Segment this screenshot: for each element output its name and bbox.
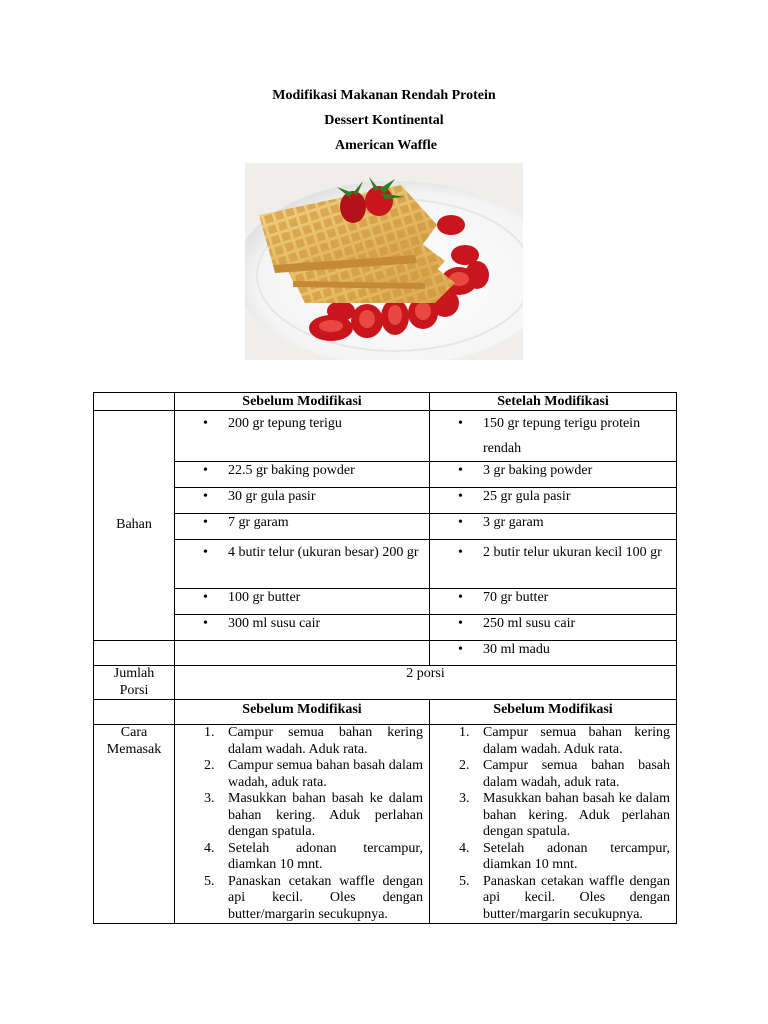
porsi-value: 2 porsi <box>175 666 677 700</box>
list-item <box>459 725 670 758</box>
list-item <box>204 873 423 924</box>
step-text: Panaskan cetakan waffle dengan api kecil. Oles dengan butter/margarin secukupnya. <box>228 873 423 922</box>
step-number: 3. <box>459 791 470 806</box>
table-row <box>94 641 677 666</box>
ingredient-after: • 25 gr gula pasir <box>430 488 677 514</box>
step-number: 1. <box>204 725 215 740</box>
bullet-icon: • <box>203 545 208 560</box>
steps-before <box>175 725 430 924</box>
list-item <box>459 873 670 924</box>
step-text: Setelah adonan tercampur, diamkan 10 mnt. <box>483 840 670 872</box>
ingredient-before-empty <box>175 641 430 666</box>
ingredient-after: • 2 butir telur ukuran kecil 100 gr <box>430 540 677 589</box>
table-row <box>94 615 677 641</box>
step-number: 2. <box>204 758 215 773</box>
table-header-row <box>94 393 677 411</box>
step-number: 5. <box>459 873 470 889</box>
step-number: 1. <box>459 725 470 740</box>
porsi-label: Jumlah Porsi <box>94 666 175 700</box>
list-item <box>204 725 423 758</box>
bullet-icon: • <box>458 590 463 605</box>
ingredient-after: • 250 ml susu cair <box>430 615 677 641</box>
ingredient-before: • 22.5 gr baking powder <box>175 462 430 488</box>
recipe-modification-table <box>93 392 677 924</box>
empty-label-cell <box>94 641 175 666</box>
step-text: Setelah adonan tercampur, diamkan 10 mnt. <box>228 840 423 872</box>
list-item <box>459 840 670 874</box>
list-item <box>204 840 423 874</box>
ingredient-after: • 3 gr baking powder <box>430 462 677 488</box>
table-row <box>94 462 677 488</box>
table-row <box>94 488 677 514</box>
bullet-icon: • <box>203 590 208 605</box>
step-text: Campur semua bahan basah dalam wadah, aduk rata. <box>483 758 670 790</box>
step-text: Masukkan bahan basah ke dalam bahan kering. Aduk perlahan dengan spatula. <box>228 791 423 839</box>
table-row <box>94 540 677 589</box>
bullet-icon: • <box>458 545 463 560</box>
list-item <box>459 791 670 841</box>
waffle-with-strawberries-photo <box>245 163 523 360</box>
header2-after: Sebelum Modifikasi <box>430 700 677 725</box>
list-item <box>204 791 423 841</box>
bullet-icon: • <box>458 489 463 504</box>
document-subtitle: Dessert Kontinental <box>324 113 444 128</box>
ingredient-before: • 100 gr butter <box>175 589 430 615</box>
dish-name: American Waffle <box>335 138 437 153</box>
step-number: 3. <box>204 791 215 806</box>
ingredient-before: • 4 butir telur (ukuran besar) 200 gr <box>175 540 430 589</box>
bullet-icon: • <box>458 463 463 478</box>
step-text: Masukkan bahan basah ke dalam bahan kering. Aduk perlahan dengan spatula. <box>483 791 670 839</box>
step-text: Campur semua bahan basah dalam wadah, aduk rata. <box>228 758 423 790</box>
table-row <box>94 589 677 615</box>
ingredient-before: • 300 ml susu cair <box>175 615 430 641</box>
step-number: 4. <box>459 840 470 856</box>
list-item <box>459 758 670 791</box>
step-number: 5. <box>204 873 215 889</box>
step-number: 2. <box>459 758 470 773</box>
step-text: Panaskan cetakan waffle dengan api kecil. Oles dengan butter/margarin secukupnya. <box>483 873 670 922</box>
bullet-icon: • <box>203 416 208 431</box>
document-titles <box>0 87 768 162</box>
porsi-row <box>94 666 677 700</box>
list-item <box>204 758 423 791</box>
table-row <box>94 411 677 462</box>
cara-memasak-row <box>94 725 677 924</box>
step-number: 4. <box>204 840 215 856</box>
header-empty-cell <box>94 700 175 725</box>
bullet-icon: • <box>203 463 208 478</box>
bullet-icon: • <box>458 616 463 631</box>
bullet-icon: • <box>458 416 463 431</box>
ingredient-before: • 7 gr garam <box>175 514 430 540</box>
bullet-icon: • <box>458 515 463 530</box>
header-before: Sebelum Modifikasi <box>175 393 430 411</box>
table-row <box>94 514 677 540</box>
bahan-label: Bahan <box>94 411 175 641</box>
ingredient-before: • 200 gr tepung terigu <box>175 411 430 462</box>
bullet-icon: • <box>458 642 463 657</box>
bullet-icon: • <box>203 616 208 631</box>
header2-before: Sebelum Modifikasi <box>175 700 430 725</box>
ingredient-after: • 150 gr tepung terigu protein rendah <box>430 411 677 462</box>
ingredient-after: • 70 gr butter <box>430 589 677 615</box>
bullet-icon: • <box>203 515 208 530</box>
ingredient-before: • 30 gr gula pasir <box>175 488 430 514</box>
document-title: Modifikasi Makanan Rendah Protein <box>272 88 496 103</box>
steps-after <box>430 725 677 924</box>
header-empty-cell <box>94 393 175 411</box>
step-text: Campur semua bahan kering dalam wadah. Aduk rata. <box>228 725 423 757</box>
bullet-icon: • <box>203 489 208 504</box>
ingredient-after: • 30 ml madu <box>430 641 677 666</box>
table-header-row-2 <box>94 700 677 725</box>
cara-memasak-label: Cara Memasak <box>94 725 175 924</box>
step-text: Campur semua bahan kering dalam wadah. Aduk rata. <box>483 725 670 757</box>
header-after: Setelah Modifikasi <box>430 393 677 411</box>
ingredient-after: • 3 gr garam <box>430 514 677 540</box>
